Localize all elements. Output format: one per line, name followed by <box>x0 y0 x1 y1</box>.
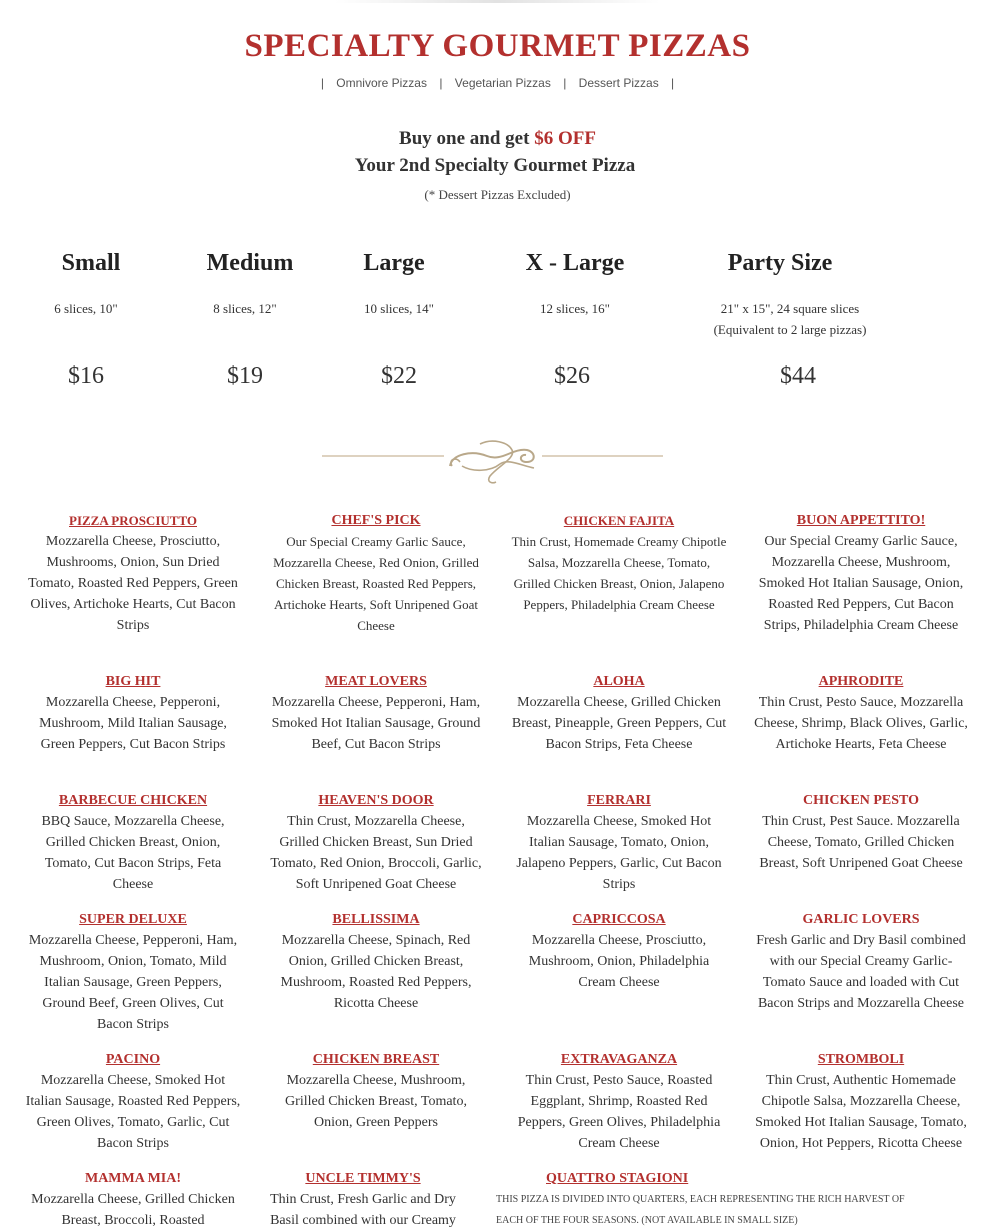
pizza-card <box>24 510 242 636</box>
nav-link-vegetarian[interactable]: Vegetarian Pizzas <box>454 76 551 90</box>
size-price-party: $44 <box>780 363 816 389</box>
pizza-card <box>267 510 485 636</box>
pizza-name[interactable]: BUON APPETTITO! <box>796 513 926 528</box>
pizza-name[interactable]: CAPRICCOSA <box>572 912 666 927</box>
pizza-description: Mozzarella Cheese, Pepperoni, Mushroom, Mild Italian Sausage, Green Peppers, Cut Bacon Strips <box>39 695 227 752</box>
size-name-medium: Medium <box>206 250 294 276</box>
nav-link-dessert[interactable]: Dessert Pizzas <box>578 76 659 90</box>
pizza-card <box>496 1168 916 1231</box>
pizza-card <box>510 909 728 993</box>
pizza-card <box>24 790 242 895</box>
pizza-name[interactable]: BELLISSIMA <box>332 912 420 927</box>
pizza-card <box>752 671 970 755</box>
pizza-card <box>510 790 728 895</box>
pizza-name[interactable]: MEAT LOVERS <box>325 674 427 689</box>
page-title: SPECIALTY GOURMET PIZZAS <box>244 28 751 64</box>
pizza-card <box>267 909 485 1014</box>
pizza-card <box>24 909 242 1035</box>
top-rule <box>335 0 660 3</box>
pizza-name: GARLIC LOVERS <box>802 912 920 927</box>
size-desc-large: 10 slices, 14" <box>364 301 434 316</box>
pizza-description: Fresh Garlic and Dry Basil combined with our Special Creamy Garlic-Tomato Sauce and loaded with Cut Bacon Strips and Mozzarella Cheese <box>756 933 966 1011</box>
pizza-description: Thin Crust, Pesto Sauce, Mozzarella Cheese, Shrimp, Black Olives, Garlic, Artichoke Hearts, Feta Cheese <box>754 695 968 752</box>
pizza-name[interactable]: SUPER DELUXE <box>79 912 187 927</box>
pizza-description: THIS PIZZA IS DIVIDED INTO QUARTERS, EACH REPRESENTING THE RICH HARVEST OF EACH OF THE FOUR SEASONS. (NOT AVAILABLE IN SMALL SIZE) <box>496 1194 905 1226</box>
pizza-description: Thin Crust, Pesto Sauce, Roasted Eggplant, Shrimp, Roasted Red Peppers, Green Olives, Philadelphia Cream Cheese <box>517 1073 721 1151</box>
pizza-name[interactable]: UNCLE TIMMY'S <box>305 1171 421 1186</box>
size-name-small: Small <box>61 250 121 276</box>
pizza-card <box>267 1049 485 1133</box>
pizza-name[interactable]: CHEF'S PICK <box>331 513 421 528</box>
nav-separator: | <box>439 76 443 90</box>
size-desc-medium: 8 slices, 12" <box>213 301 277 316</box>
pizza-card <box>254 1168 472 1231</box>
pizza-name[interactable]: QUATTRO STAGIONI <box>546 1171 689 1186</box>
pizza-name[interactable]: EXTRAVAGANZA <box>560 1052 678 1067</box>
pizza-description: Our Special Creamy Garlic Sauce, Mozzarella Cheese, Mushroom, Smoked Hot Italian Sausage, Onion, Roasted Red Peppers, Cut Bacon Strips, Philadelphia Cream Cheese <box>758 534 964 633</box>
pizza-name[interactable]: HEAVEN'S DOOR <box>318 793 434 808</box>
pizza-description: Thin Crust, Fresh Garlic and Dry Basil combined with our Creamy <box>270 1192 456 1228</box>
size-desc-xlarge: 12 slices, 16" <box>540 301 610 316</box>
size-price-small: $16 <box>68 363 104 389</box>
pizza-name[interactable]: CHICKEN BREAST <box>312 1052 440 1067</box>
size-price-large: $22 <box>381 363 417 389</box>
pizza-card <box>267 790 485 895</box>
nav-separator: | <box>320 76 324 90</box>
pizza-description: Mozzarella Cheese, Spinach, Red Onion, Grilled Chicken Breast, Mushroom, Roasted Red Peppers, Ricotta Cheese <box>280 933 472 1011</box>
pizza-description: Mozzarella Cheese, Smoked Hot Italian Sausage, Roasted Red Peppers, Green Olives, Tomato, Garlic, Cut Bacon Strips <box>25 1073 241 1151</box>
pizza-description: Mozzarella Cheese, Pepperoni, Ham, Smoked Hot Italian Sausage, Ground Beef, Cut Bacon Strips <box>271 695 481 752</box>
pizza-description: Mozzarella Cheese, Prosciutto, Mushrooms, Onion, Sun Dried Tomato, Roasted Red Peppers, Green Olives, Artichoke Hearts, Cut Bacon Strips <box>28 534 238 633</box>
pizza-card <box>24 1049 242 1154</box>
pizza-description: Thin Crust, Authentic Homemade Chipotle Salsa, Mozzarella Cheese, Smoked Hot Italian Sausage, Tomato, Onion, Hot Peppers, Ricotta Cheese <box>755 1073 967 1151</box>
nav-separator: | <box>671 76 675 90</box>
pizza-card <box>510 510 728 615</box>
pizza-name[interactable]: STROMBOLI <box>817 1052 905 1067</box>
pizza-description: Mozzarella Cheese, Prosciutto, Mushroom, Onion, Philadelphia Cream Cheese <box>528 933 710 990</box>
size-name-xlarge: X - Large <box>525 250 625 276</box>
pizza-description: Mozzarella Cheese, Grilled Chicken Breast, Pineapple, Green Peppers, Cut Bacon Strips, Feta Cheese <box>511 695 727 752</box>
pizza-description: Mozzarella Cheese, Grilled Chicken Breast, Broccoli, Roasted <box>31 1192 235 1228</box>
pizza-name[interactable]: ALOHA <box>593 674 645 689</box>
promo-subtitle: Your 2nd Specialty Gourmet Pizza <box>354 155 636 176</box>
pizza-name: MAMMA MIA! <box>84 1171 182 1186</box>
pizza-name[interactable]: FERRARI <box>587 793 651 808</box>
pizza-card <box>24 1168 242 1231</box>
pizza-name[interactable]: BARBECUE CHICKEN <box>58 793 208 808</box>
size-desc-small: 6 slices, 10" <box>54 301 118 316</box>
pizza-description: Mozzarella Cheese, Smoked Hot Italian Sausage, Tomato, Onion, Jalapeno Peppers, Garlic, Cut Bacon Strips <box>516 814 722 892</box>
nav-link-omnivore[interactable]: Omnivore Pizzas <box>336 76 427 90</box>
pizza-name[interactable]: PIZZA PROSCIUTTO <box>69 513 197 528</box>
flourish-divider <box>322 436 664 488</box>
pizza-name[interactable]: CHICKEN FAJITA <box>563 513 675 528</box>
pizza-card <box>24 671 242 755</box>
pizza-card <box>267 671 485 755</box>
size-price-medium: $19 <box>227 363 263 389</box>
nav-separator: | <box>563 76 567 90</box>
size-name-large: Large <box>363 250 425 276</box>
size-desc-party-line2: (Equivalent to 2 large pizzas) <box>713 322 867 337</box>
pizza-description: Mozzarella Cheese, Pepperoni, Ham, Mushroom, Onion, Tomato, Mild Italian Sausage, Green Peppers, Ground Beef, Green Olives, Cut Bacon Strips <box>28 933 238 1032</box>
size-desc-party <box>655 298 925 340</box>
pizza-name[interactable]: BIG HIT <box>105 674 161 689</box>
pizza-name[interactable]: APHRODITE <box>818 674 904 689</box>
size-name-party: Party Size <box>727 250 833 276</box>
pizza-description: Thin Crust, Homemade Creamy Chipotle Salsa, Mozzarella Cheese, Tomato, Grilled Chicken Breast, Onion, Jalapeno Peppers, Philadelphia Cream Cheese <box>511 534 727 612</box>
pizza-card <box>752 510 970 636</box>
pizza-name[interactable]: PACINO <box>105 1052 161 1067</box>
promo-prefix: Buy one and get <box>399 128 535 149</box>
pizza-description: Mozzarella Cheese, Mushroom, Grilled Chicken Breast, Tomato, Onion, Green Peppers <box>285 1073 467 1130</box>
pizza-description: Thin Crust, Pest Sauce. Mozzarella Cheese, Tomato, Grilled Chicken Breast, Soft Unripened Goat Cheese <box>759 814 963 871</box>
pizza-card <box>510 671 728 755</box>
size-desc-party-line1: 21" x 15", 24 square slices <box>720 301 860 316</box>
pizza-name: CHICKEN PESTO <box>802 793 920 808</box>
size-price-xlarge: $26 <box>554 363 590 389</box>
pizza-card <box>752 909 970 1014</box>
promo-offer <box>0 128 995 150</box>
pizza-card <box>510 1049 728 1154</box>
pizza-description: Thin Crust, Mozzarella Cheese, Grilled Chicken Breast, Sun Dried Tomato, Red Onion, Broccoli, Garlic, Soft Unripened Goat Cheese <box>270 814 482 892</box>
promo-discount: $6 OFF <box>534 128 596 149</box>
pizza-description: Our Special Creamy Garlic Sauce, Mozzarella Cheese, Red Onion, Grilled Chicken Breast, Roasted Red Peppers, Artichoke Hearts, Soft Unripened Goat Cheese <box>273 534 479 633</box>
promo-note: (* Dessert Pizzas Excluded) <box>424 187 571 202</box>
pizza-card <box>752 1049 970 1154</box>
pizza-card <box>752 790 970 874</box>
category-nav <box>0 76 995 90</box>
pizza-description: BBQ Sauce, Mozzarella Cheese, Grilled Chicken Breast, Onion, Tomato, Cut Bacon Strips, Feta Cheese <box>41 814 225 892</box>
